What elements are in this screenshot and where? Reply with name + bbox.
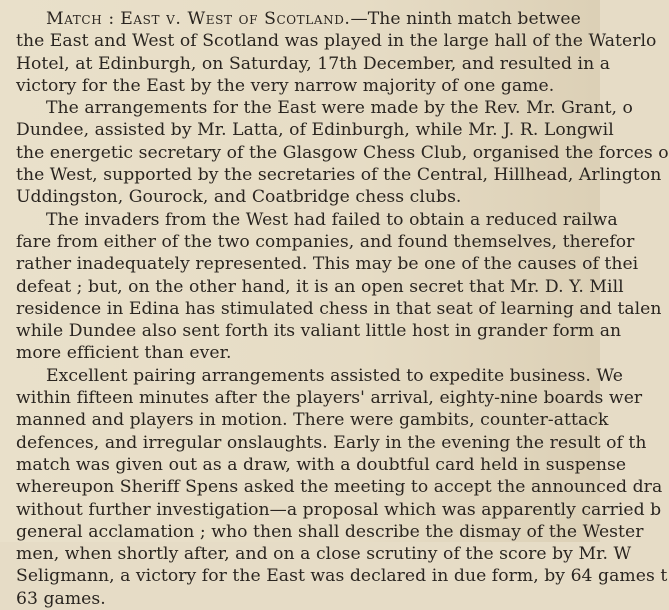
text-line: Uddingston, Gourock, and Coatbridge chess clubs.	[16, 187, 462, 208]
text-line: while Dundee also sent forth its valiant little host in grander form an	[16, 321, 622, 342]
match-label: Match :	[46, 9, 115, 29]
text-line: Hotel, at Edinburgh, on Saturday, 17th December, and resulted in a	[16, 53, 611, 74]
heading-paragraph	[16, 8, 657, 97]
text-line: Dundee, assisted by Mr. Latta, of Edinburgh, while Mr. J. R. Longwil	[16, 120, 614, 141]
article-text	[16, 8, 669, 610]
text-line: defeat ; but, on the other hand, it is an open secret that Mr. D. Y. Mill	[16, 276, 624, 297]
text-line: within fifteen minutes after the players' arrival, eighty-nine boards wer	[16, 388, 643, 409]
text-line: victory for the East by the very narrow majority of one game.	[16, 75, 555, 96]
text-line: match was given out as a draw, with a doubtful card held in suspense	[16, 454, 627, 475]
article-title: East v. West of Scotland.	[120, 9, 351, 29]
text-line: the East and West of Scotland was played in the large hall of the Waterlo	[16, 31, 657, 52]
text-line: defences, and irregular onslaughts. Early in the evening the result of th	[16, 432, 647, 453]
text-line: 63 games.	[16, 588, 106, 609]
text-line: manned and players in motion. There were gambits, counter-attack	[16, 410, 609, 431]
text-line: without further investigation—a proposal which was apparently carried b	[16, 499, 662, 520]
text-line: residence in Edina has stimulated chess in that seat of learning and talen	[16, 298, 662, 319]
text-line: general acclamation ; who then shall describe the dismay of the Wester	[16, 521, 644, 542]
text-line: whereupon Sheriff Spens asked the meeting to accept the announced dra	[16, 477, 663, 498]
text-line: the energetic secretary of the Glasgow Chess Club, organised the forces o	[16, 142, 669, 163]
text-line: Seligmann, a victory for the East was declared in due form, by 64 games t	[16, 566, 668, 587]
text-line: fare from either of the two companies, and found themselves, therefor	[16, 231, 635, 252]
text-line: more efficient than ever.	[16, 343, 232, 364]
paragraph-invaders	[16, 209, 662, 365]
text-line: The invaders from the West had failed to obtain a reduced railwa	[46, 209, 618, 230]
heading-continuation: —The ninth match betwee	[350, 9, 581, 29]
text-line: men, when shortly after, and on a close scrutiny of the score by Mr. W	[16, 544, 632, 565]
text-line: the West, supported by the secretaries of the Central, Hillhead, Arlington	[16, 165, 662, 186]
heading-line	[16, 8, 636, 30]
paragraph-pairing	[16, 365, 668, 610]
text-line: rather inadequately represented. This may be one of the causes of thei	[16, 254, 639, 275]
paragraph-arrangements	[16, 97, 669, 208]
text-line: The arrangements for the East were made by the Rev. Mr. Grant, o	[46, 98, 633, 119]
text-line: Excellent pairing arrangements assisted to expedite business. We	[46, 365, 623, 386]
